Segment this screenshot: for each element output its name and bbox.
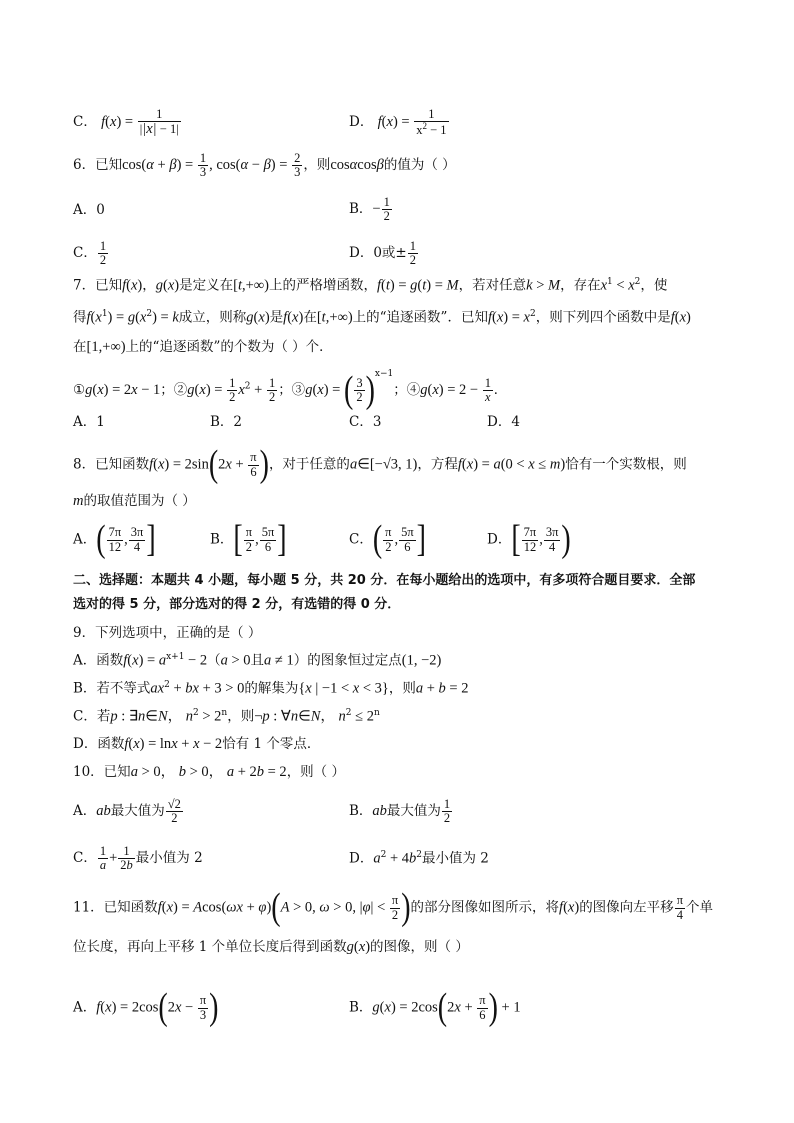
q8-line-1: 8．已知函数f(x) = 2sin(2x + $\frac{\pi}{6}$ )，对于任意的a∈[−√3, 1)，方程f(x) = a(0 < x ≤ m)恰有一个实数根，则: [73, 443, 687, 486]
q9-option-c: C．若p : ∃n∈N， $n^2 > 2^n$，则¬p : ∀n∈N， $n^2 \le 2^n$: [73, 708, 380, 725]
q9-stem: 9．下列选项中，正确的是（ ）: [73, 625, 262, 641]
q7-option-a: A．1: [73, 414, 105, 430]
q8-option-b: B．[ $\frac{\pi}{2}$ , $\frac{5\pi}{6}$ ]: [210, 518, 287, 561]
q10-option-a: A．ab最大值为 $\frac{√2}{2}$: [73, 797, 181, 826]
q11-line-1: 11．已知函数f(x) = Acos(ωx + φ)(A > 0, ω > 0, |φ| < $\frac{\pi}{2}$ )的部分图像如图所示，将f(x)的图像向左平移 $\frac{\pi}{4}$ 个单: [73, 886, 713, 929]
q8-option-a: A．( $\frac{7\pi}{12}$ , $\frac{3\pi}{4}$ ]: [73, 518, 156, 561]
q10-option-d: D．$a^2 + 4b^2$最小值为 2: [349, 850, 489, 867]
q5-c-fraction: $\frac{1}{||x| - 1|}$: [139, 107, 179, 138]
q10-option-c: C． $\frac{1}{a}$ + $\frac{1}{2b}$ 最小值为 2: [73, 844, 203, 873]
q7-option-b: B．2: [210, 414, 243, 430]
q5-d-fraction: $\frac{1}{x^2 - 1}$: [416, 107, 447, 138]
section2-heading-line2: 选对的得 5 分，部分选对的得 2 分，有选错的得 0 分．: [73, 597, 401, 612]
q9-option-d: D．函数f(x) = lnx + x − 2恰有 1 个零点．: [73, 736, 321, 752]
q7-option-c: C．3: [349, 414, 382, 430]
q8-option-c: C．( $\frac{\pi}{2}$ , $\frac{5\pi}{6}$ ]: [349, 518, 426, 561]
q9-option-a: A．函数$f(x) = a^{x+1} - 2(a > 0$且a ≠ 1）的图象恒过定点(1, −2): [73, 652, 442, 669]
q5-option-c: C． f(x) = $\frac{1}{||x| - 1|}$: [73, 107, 179, 138]
q6-option-a: A．0: [73, 202, 105, 218]
q8-line-2: m的取值范围为（ ）: [73, 493, 196, 509]
q7-option-d: D．4: [487, 414, 520, 430]
q5-option-d: D． f(x) = $\frac{1}{x^2 - 1}$: [349, 107, 447, 138]
q6-option-c: C． $\frac{1}{2}$: [73, 239, 107, 268]
q8-option-d: D．[ $\frac{7\pi}{12}$ , $\frac{3\pi}{4}$ ): [487, 518, 571, 561]
q10-option-b: B．ab最大值为 $\frac{1}{2}$: [349, 797, 451, 826]
q11-line-2: 位长度，再向上平移 1 个单位长度后得到函数g(x)的图像，则（ ）: [73, 939, 469, 955]
q6-option-d: D．0或± $\frac{1}{2}$: [349, 239, 416, 268]
q7-functions: ①g(x) = 2x − 1；②g(x) = $\frac{1}{2}$ $x^2$ + $\frac{1}{2}$ ；③g(x) = ( $\frac{3}{2}$ )$^{x-1}$；④g(x) = 2 − $\frac{1}{x}$ .: [73, 368, 498, 411]
q9-option-b: B．若不等式$ax^2$ + bx + 3 > 0的解集为{x | −1 < x < 3}，则a + b = 2: [73, 680, 469, 697]
q6-option-b: B．− $\frac{1}{2}$: [349, 195, 390, 224]
q6-stem: 6．已知cos(α + β) = $\frac{1}{3}$ , cos(α − β) = $\frac{2}{3}$ ，则cosαcosβ的值为（ ）: [73, 151, 456, 180]
q11-option-a: A．f(x) = 2cos(2x − $\frac{\pi}{3}$ ): [73, 986, 219, 1029]
q10-stem: 10．已知a > 0， b > 0， a + 2b = 2，则（ ）: [73, 764, 345, 780]
q11-option-b: B．g(x) = 2cos(2x + $\frac{\pi}{6}$ ) + 1: [349, 986, 521, 1029]
q7-line-3: 在[1,+∞)上的“追逐函数”的个数为（ ）个．: [73, 339, 333, 355]
section2-heading-line1: 二、选择题：本题共 4 小题，每小题 5 分，共 20 分．在每小题给出的选项中，有多项符合题目要求．全部: [73, 573, 696, 588]
q7-line-2: 得$f(x^1) = g(x^2) = k$成立，则称g(x)是f(x)在[t,+∞)上的“追逐函数”．已知$f(x) = x^2$，则下列四个函数中是f(x): [73, 309, 691, 326]
q7-line-1: 7．已知f(x)，g(x)是定义在[t,+∞)上的严格增函数，f(t) = g(t) = M，若对任意k > M，存在$x^1 < x^2$，使: [73, 277, 668, 294]
